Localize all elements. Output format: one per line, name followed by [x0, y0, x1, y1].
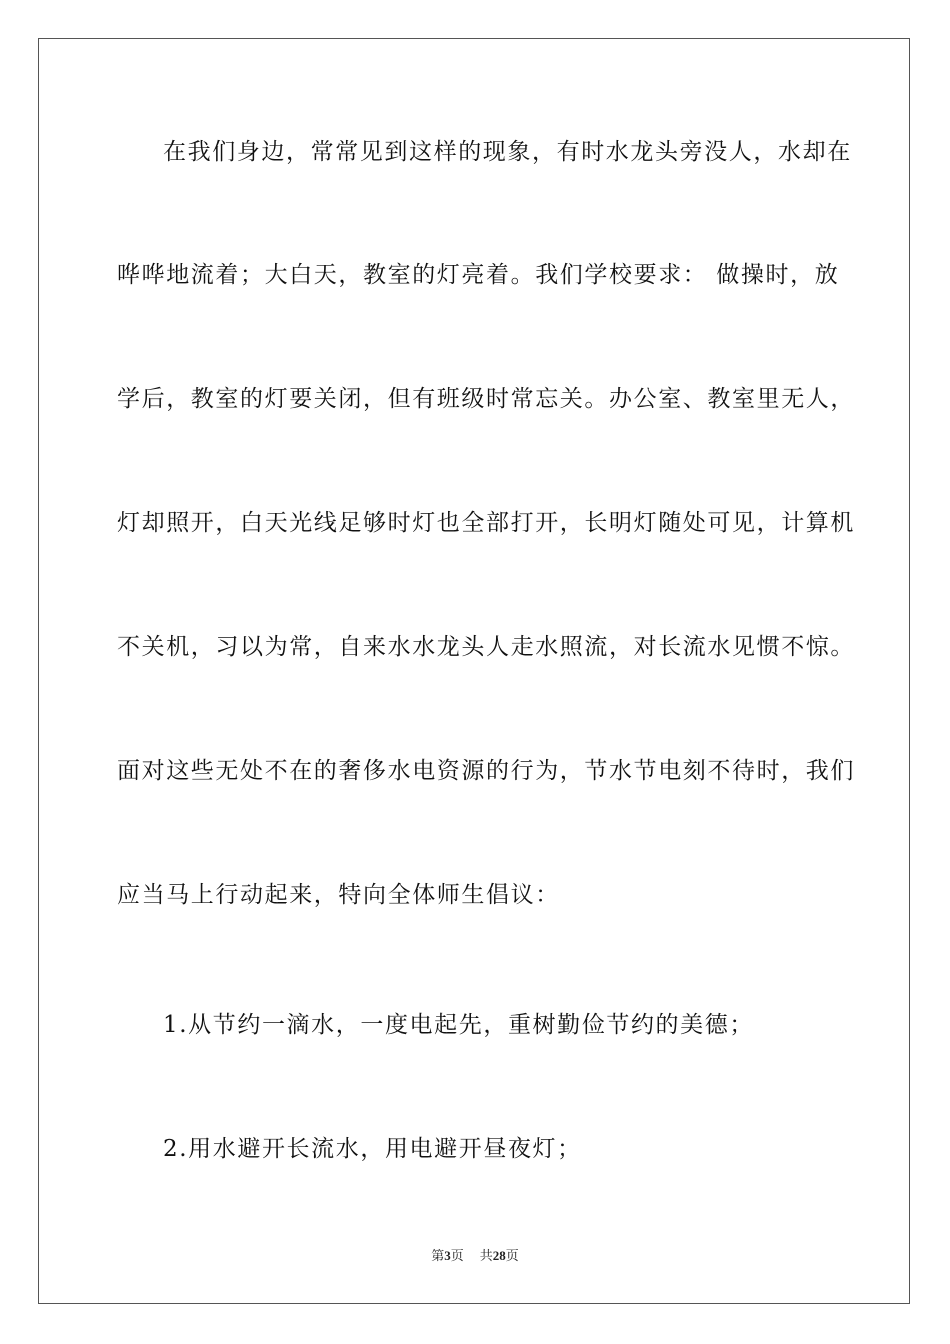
footer-page-prefix: 第	[431, 1248, 445, 1263]
paragraph-line-7: 应当马上行动起来，特向全体师生倡议：	[117, 882, 560, 908]
page-border	[38, 38, 910, 1304]
paragraph-line-3: 学后，教室的灯要关闭，但有班级时常忘关。办公室、教室里无人，	[117, 386, 855, 412]
paragraph-line-2: 哗哗地流着；大白天，教室的灯亮着。我们学校要求： 做操时，放	[117, 262, 840, 288]
footer-total-prefix: 共	[479, 1248, 493, 1263]
paragraph-line-4: 灯却照开，白天光线足够时灯也全部打开，长明灯随处可见，计算机	[117, 510, 855, 536]
paragraph-line-6: 面对这些无处不在的奢侈水电资源的行为，节水节电刻不待时，我们	[117, 758, 855, 784]
footer-total-pages: 28	[492, 1248, 506, 1263]
paragraph-line-5: 不关机，习以为常，自来水水龙头人走水照流，对长流水见惯不惊。	[117, 634, 855, 660]
list-item-1: 1.从节约一滴水，一度电起先，重树勤俭节约的美德；	[163, 1012, 754, 1038]
paragraph-line-1: 在我们身边，常常见到这样的现象，有时水龙头旁没人，水却在	[163, 139, 852, 165]
list-item-2: 2.用水避开长流水，用电避开昼夜灯；	[163, 1136, 582, 1162]
page-footer	[0, 1247, 950, 1265]
footer-page-suffix: 页	[450, 1248, 464, 1263]
footer-total-suffix: 页	[505, 1248, 519, 1263]
footer-page-number: 3	[444, 1248, 451, 1263]
